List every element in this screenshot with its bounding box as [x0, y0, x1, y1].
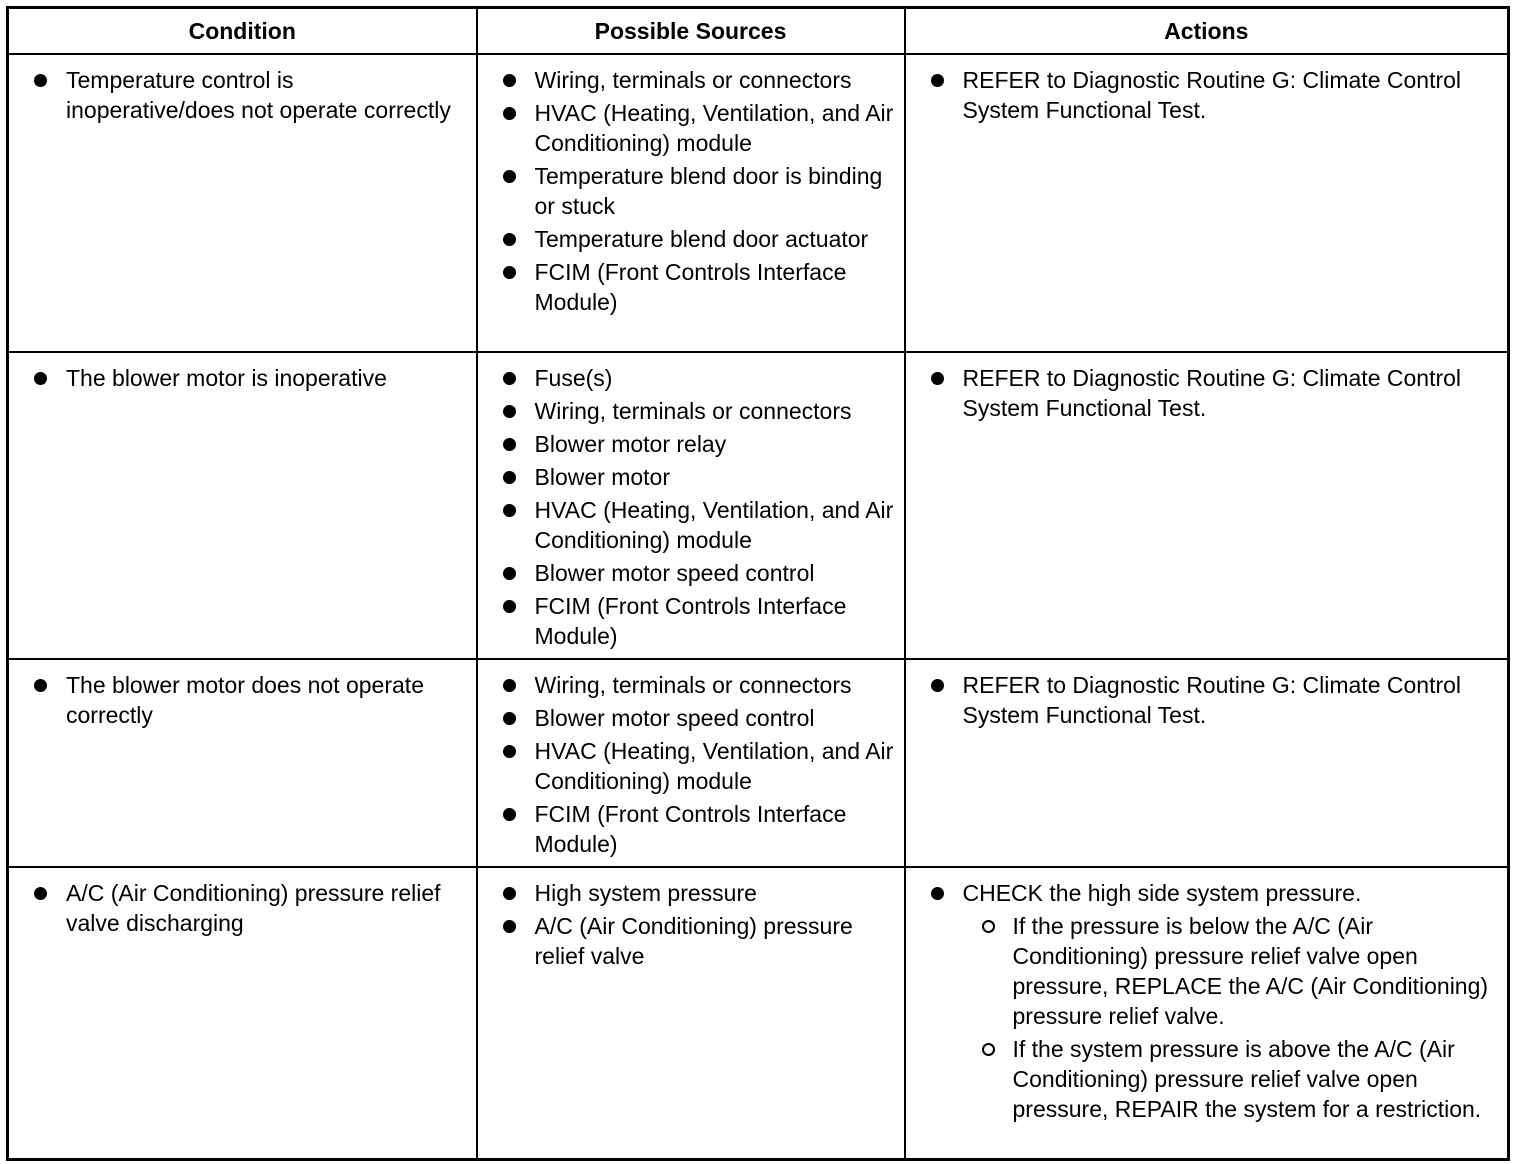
condition-item: The blower motor is inoperative: [9, 363, 468, 393]
table-row: [8, 659, 1509, 867]
condition-cell: [8, 352, 477, 659]
source-item: Blower motor speed control: [478, 703, 896, 733]
condition-cell: [8, 867, 477, 1159]
sources-list: [478, 363, 896, 651]
source-item: High system pressure: [478, 878, 896, 908]
actions-list: [906, 878, 1500, 1124]
source-item: Wiring, terminals or connectors: [478, 670, 896, 700]
action-item: [906, 65, 1500, 125]
actions-cell: [905, 54, 1509, 352]
actions-list: [906, 670, 1500, 730]
condition-cell: [8, 659, 477, 867]
action-text: REFER to Diagnostic Routine G: Climate Control System Functional Test.: [962, 67, 1462, 123]
actions-list: [906, 363, 1500, 423]
source-item: Temperature blend door is binding or stuck: [478, 161, 896, 221]
condition-list: [9, 670, 468, 730]
source-item: Temperature blend door actuator: [478, 224, 896, 254]
sources-list: [478, 878, 896, 971]
condition-item: A/C (Air Conditioning) pressure relief valve discharging: [9, 878, 468, 938]
sources-list: [478, 65, 896, 317]
table-row: [8, 352, 1509, 659]
sources-cell: [477, 54, 905, 352]
actions-list: [906, 65, 1500, 125]
source-item: Wiring, terminals or connectors: [478, 396, 896, 426]
source-item: Wiring, terminals or connectors: [478, 65, 896, 95]
source-item: FCIM (Front Controls Interface Module): [478, 591, 896, 651]
column-header-possible-sources: Possible Sources: [477, 8, 905, 55]
condition-list: [9, 65, 468, 125]
condition-list: [9, 878, 468, 938]
source-item: HVAC (Heating, Ventilation, and Air Conditioning) module: [478, 736, 896, 796]
table-row: [8, 54, 1509, 352]
action-text: REFER to Diagnostic Routine G: Climate Control System Functional Test.: [962, 365, 1462, 421]
condition-item: The blower motor does not operate correctly: [9, 670, 468, 730]
sources-cell: [477, 867, 905, 1159]
source-item: A/C (Air Conditioning) pressure relief valve: [478, 911, 896, 971]
action-text: REFER to Diagnostic Routine G: Climate Control System Functional Test.: [962, 672, 1462, 728]
source-item: Blower motor: [478, 462, 896, 492]
actions-cell: [905, 867, 1509, 1159]
source-item: HVAC (Heating, Ventilation, and Air Conditioning) module: [478, 495, 896, 555]
actions-cell: [905, 659, 1509, 867]
sources-cell: [477, 352, 905, 659]
actions-cell: [905, 352, 1509, 659]
sources-cell: [477, 659, 905, 867]
source-item: HVAC (Heating, Ventilation, and Air Conditioning) module: [478, 98, 896, 158]
source-item: Blower motor speed control: [478, 558, 896, 588]
action-sub-item: If the pressure is below the A/C (Air Conditioning) pressure relief valve open pressure, REPLACE the A/C (Air Conditioning) pressure relief valve.: [963, 911, 1500, 1031]
source-item: Fuse(s): [478, 363, 896, 393]
action-item: [906, 363, 1500, 423]
action-item: [906, 878, 1500, 1124]
condition-cell: [8, 54, 477, 352]
source-item: FCIM (Front Controls Interface Module): [478, 257, 896, 317]
diagnostic-table: [6, 6, 1510, 1161]
condition-item: Temperature control is inoperative/does not operate correctly: [9, 65, 468, 125]
condition-list: [9, 363, 468, 393]
action-text: CHECK the high side system pressure.: [962, 880, 1362, 906]
action-sub-item: If the system pressure is above the A/C (Air Conditioning) pressure relief valve open pressure, REPAIR the system for a restriction.: [963, 1034, 1500, 1124]
action-item: [906, 670, 1500, 730]
header-row: [8, 8, 1509, 55]
action-sub-list: [963, 911, 1500, 1124]
column-header-actions: Actions: [905, 8, 1509, 55]
source-item: Blower motor relay: [478, 429, 896, 459]
column-header-condition: Condition: [8, 8, 477, 55]
table-row: [8, 867, 1509, 1159]
source-item: FCIM (Front Controls Interface Module): [478, 799, 896, 859]
sources-list: [478, 670, 896, 859]
